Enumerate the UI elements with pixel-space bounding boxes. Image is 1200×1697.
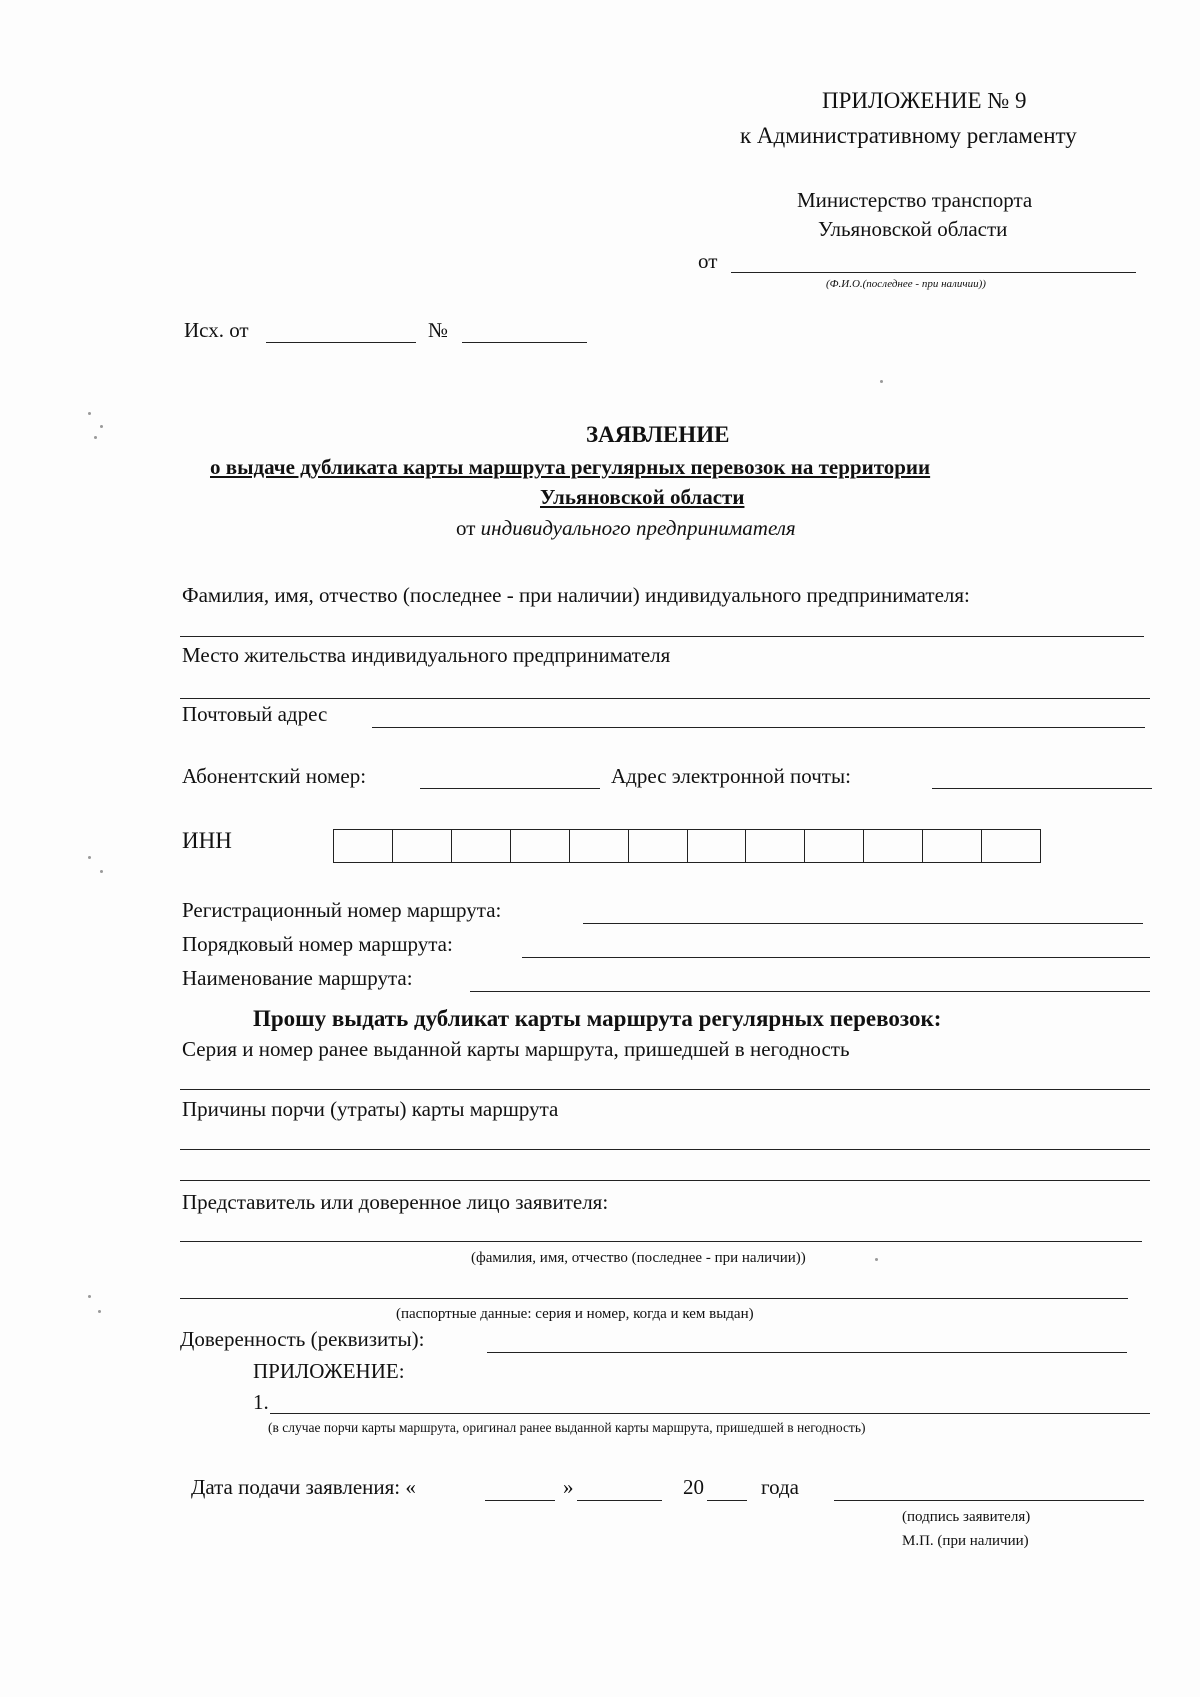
regulation-reference: к Административному регламенту <box>740 123 1077 148</box>
outgoing-label: Исх. от <box>184 318 249 342</box>
ministry-line-1: Министерство транспорта <box>797 188 1033 212</box>
inn-cell[interactable] <box>629 830 688 862</box>
document-heading: ЗАЯВЛЕНИЕ <box>586 422 730 447</box>
inn-cell[interactable] <box>688 830 747 862</box>
stamp-hint: М.П. (при наличии) <box>902 1533 1029 1549</box>
request-statement: Прошу выдать дубликат карты маршрута регулярных перевозок: <box>253 1006 942 1031</box>
email-label: Адрес электронной почты: <box>611 764 851 788</box>
attachment-item-hint: (в случае порчи карты маршрута, оригинал ранее выданной карты маршрута, пришедшей в негодность) <box>268 1420 866 1435</box>
scan-speck <box>100 425 103 428</box>
inn-label: ИНН <box>182 828 232 853</box>
ministry-line-2: Ульяновской области <box>818 217 1008 241</box>
residence-line[interactable] <box>180 698 1150 699</box>
signature-hint: (подпись заявителя) <box>902 1509 1031 1525</box>
scan-speck <box>94 436 97 439</box>
document-subtitle-line-1: о выдаче дубликата карты маршрута регулярных перевозок на территории <box>210 455 931 479</box>
outgoing-date-line[interactable] <box>266 342 416 343</box>
damage-reasons-line-1[interactable] <box>180 1149 1150 1150</box>
inn-cell[interactable] <box>923 830 982 862</box>
outgoing-number-line[interactable] <box>462 342 587 343</box>
document-from-line <box>456 516 796 541</box>
route-reg-number-line[interactable] <box>583 923 1143 924</box>
attachment-item-number: 1. <box>253 1390 269 1414</box>
postal-line[interactable] <box>372 727 1145 728</box>
representative-passport-line[interactable] <box>180 1298 1128 1299</box>
signature-line[interactable] <box>834 1500 1144 1501</box>
scan-speck <box>100 870 103 873</box>
phone-label: Абонентский номер: <box>182 764 367 788</box>
inn-cell[interactable] <box>864 830 923 862</box>
phone-line[interactable] <box>420 788 600 789</box>
inn-cell[interactable] <box>746 830 805 862</box>
inn-cell[interactable] <box>334 830 393 862</box>
scan-speck <box>98 1310 101 1313</box>
route-reg-number-label: Регистрационный номер маршрута: <box>182 898 502 922</box>
inn-cell[interactable] <box>452 830 511 862</box>
scan-speck <box>88 856 91 859</box>
date-close-quote: » <box>563 1475 574 1499</box>
inn-cell[interactable] <box>511 830 570 862</box>
representative-name-hint: (фамилия, имя, отчество (последнее - при наличии)) <box>471 1250 806 1266</box>
year-suffix: года <box>761 1475 799 1499</box>
inn-cell[interactable] <box>570 830 629 862</box>
full-name-line[interactable] <box>180 636 1144 637</box>
year-prefix: 20 <box>683 1475 704 1499</box>
representative-name-line[interactable] <box>180 1241 1142 1242</box>
inn-cells[interactable] <box>333 829 1041 863</box>
route-name-label: Наименование маршрута: <box>182 966 413 990</box>
document-subtitle-line-2: Ульяновской области <box>540 485 745 509</box>
power-of-attorney-line[interactable] <box>487 1352 1127 1353</box>
scan-speck <box>875 1258 878 1261</box>
from-entity: индивидуального предпринимателя <box>480 516 796 540</box>
damage-reasons-line-2[interactable] <box>180 1180 1150 1181</box>
series-number-label: Серия и номер ранее выданной карты маршрута, пришедшей в негодность <box>182 1037 850 1061</box>
full-name-label: Фамилия, имя, отчество (последнее - при наличии) индивидуального предпринимателя: <box>182 583 970 607</box>
power-of-attorney-label: Доверенность (реквизиты): <box>180 1327 425 1351</box>
route-seq-number-label: Порядковый номер маршрута: <box>182 932 453 956</box>
representative-passport-hint: (паспортные данные: серия и номер, когда и кем выдан) <box>396 1306 754 1322</box>
date-month-line[interactable] <box>577 1500 662 1501</box>
date-label: Дата подачи заявления: « <box>191 1475 416 1499</box>
postal-label: Почтовый адрес <box>182 702 328 726</box>
from-prefix: от <box>456 516 476 540</box>
number-label: № <box>428 318 449 342</box>
scan-speck <box>88 412 91 415</box>
representative-label: Представитель или доверенное лицо заявителя: <box>182 1190 609 1214</box>
year-line[interactable] <box>707 1500 747 1501</box>
damage-reasons-label: Причины порчи (утраты) карты маршрута <box>182 1097 559 1121</box>
appendix-number: ПРИЛОЖЕНИЕ № 9 <box>822 88 1027 113</box>
email-line[interactable] <box>932 788 1152 789</box>
scan-speck <box>880 380 883 383</box>
date-day-line[interactable] <box>485 1500 555 1501</box>
scan-speck <box>88 1295 91 1298</box>
route-name-line[interactable] <box>470 991 1150 992</box>
inn-cell[interactable] <box>982 830 1040 862</box>
from-hint: (Ф.И.О.(последнее - при наличии)) <box>826 278 986 290</box>
inn-cell[interactable] <box>805 830 864 862</box>
attachment-item-line[interactable] <box>270 1413 1150 1414</box>
series-number-line[interactable] <box>180 1089 1150 1090</box>
residence-label: Место жительства индивидуального предпринимателя <box>182 643 671 667</box>
inn-cell[interactable] <box>393 830 452 862</box>
applicant-name-line[interactable] <box>731 272 1136 273</box>
from-label: от <box>698 249 718 273</box>
route-seq-number-line[interactable] <box>522 957 1150 958</box>
attachment-heading: ПРИЛОЖЕНИЕ: <box>253 1359 405 1383</box>
